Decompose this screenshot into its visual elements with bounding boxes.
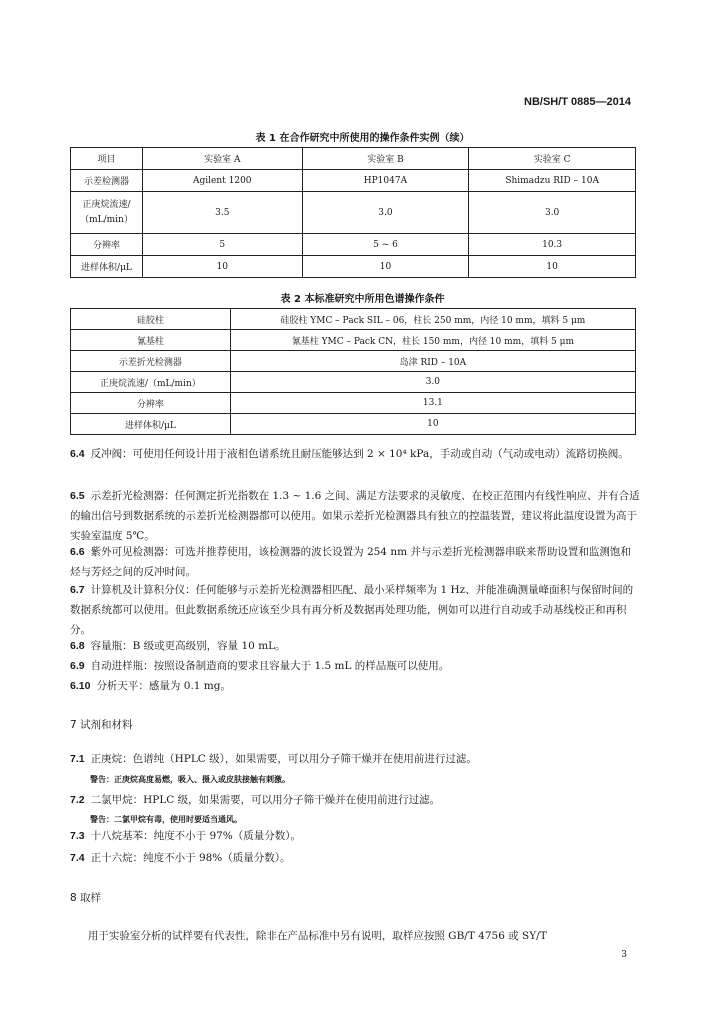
clause-number: 6.7 xyxy=(70,584,85,596)
table-cell: 3.5 xyxy=(142,192,302,234)
clause-6-5 xyxy=(70,486,640,546)
section-8-title: 8 取样 xyxy=(70,892,102,904)
clause-text: 二氯甲烷：HPLC 级，如果需要，可以用分子筛干燥并在使用前进行过滤。 xyxy=(90,794,441,806)
clause-number: 6.4 xyxy=(70,448,85,460)
table-cell: HP1047A xyxy=(302,170,469,192)
clause-text: 容量瓶：B 级或更高级别，容量 10 mL。 xyxy=(90,640,286,652)
table-row xyxy=(71,309,636,330)
warning-note: 警告：正庚烷高度易燃，吸入、摄入或皮肤接触有刺激。 xyxy=(90,775,290,784)
table-cell: Agilent 1200 xyxy=(142,170,302,192)
table-row xyxy=(71,393,636,414)
clause-number: 7.2 xyxy=(70,794,85,806)
clause-6-7 xyxy=(70,580,640,640)
clause-6-4 xyxy=(70,444,640,464)
table-row xyxy=(71,234,636,256)
table-cell: 正庚烷流速/ （mL/min） xyxy=(71,192,143,234)
table-row xyxy=(71,148,636,170)
clause-text: 分析天平：感量为 0.1 mg。 xyxy=(96,680,231,692)
clause-text: 计算机及计算积分仪：任何能够与示差折光检测器相匹配、最小采样频率为 1 Hz、并能准确测量峰面积与保留时间的数据系统都可以使用。但此数据系统还应该至少具有再分析及数据再处理功能，例如可以进行自动或手动基线校正和再积分。 xyxy=(70,584,634,636)
clause-6-8 xyxy=(70,636,640,656)
clause-number: 6.10 xyxy=(70,680,91,692)
table1-caption: 表 1 在合作研究中所使用的操作条件实例（续） xyxy=(255,133,470,144)
table-cell: 3.0 xyxy=(469,192,636,234)
table-cell: 13.1 xyxy=(230,393,635,414)
table-cell: 硅胶柱 xyxy=(71,309,231,330)
clause-number: 7.4 xyxy=(70,852,85,864)
clause-number: 7.1 xyxy=(70,753,85,765)
table-cell: 硅胶柱 YMC – Pack SIL – 06，柱长 250 mm，内径 10 mm，填料 5 μm xyxy=(230,309,635,330)
table-cell: 分辨率 xyxy=(71,393,231,414)
table-row xyxy=(71,256,636,278)
table-header-cell: 项目 xyxy=(71,148,143,170)
table-cell: Shimadzu RID – 10A xyxy=(469,170,636,192)
table2 xyxy=(70,308,636,435)
table-cell: 10.3 xyxy=(469,234,636,256)
warning-note: 警告：二氯甲烷有毒，使用时要适当通风。 xyxy=(90,815,242,824)
table-cell: 氰基柱 YMC – Pack CN，柱长 150 mm，内径 10 mm，填料 5 μm xyxy=(230,330,635,351)
clause-text: 示差折光检测器：任何测定折光指数在 1.3 ~ 1.6 之间、满足方法要求的灵敏度、在校正范围内有线性响应、并有合适的输出信号到数据系统的示差折光检测器都可以使用。如果示差折光检测器具有独立的控温装置，建议将此温度设置为高于实验室温度 5℃。 xyxy=(70,490,640,542)
clause-number: 7.3 xyxy=(70,830,85,842)
clause-7-4 xyxy=(70,848,640,868)
table-cell: 3.0 xyxy=(230,372,635,393)
table-row xyxy=(71,414,636,435)
clause-text: 正十六烷：纯度不小于 98%（质量分数）。 xyxy=(90,852,291,864)
page-number: 3 xyxy=(621,950,627,960)
clause-6-10 xyxy=(70,676,640,696)
clause-7-3 xyxy=(70,826,640,846)
table-header-cell: 实验室 A xyxy=(142,148,302,170)
section-8-text: 用于实验室分析的试样要有代表性，除非在产品标准中另有说明，取样应按照 GB/T 4756 或 SY/T xyxy=(87,930,547,942)
table-header-cell: 实验室 C xyxy=(469,148,636,170)
section-7-title: 7 试剂和材料 xyxy=(70,719,133,731)
clause-number: 6.9 xyxy=(70,660,85,672)
clause-text: 紫外可见检测器：可选并推荐使用，该检测器的波长设置为 254 nm 并与示差折光检测器串联来帮助设置和监测饱和烃与芳烃之间的反冲时间。 xyxy=(70,546,631,578)
table-cell: 示差检测器 xyxy=(71,170,143,192)
clause-number: 6.5 xyxy=(70,490,85,502)
table1 xyxy=(70,147,636,278)
table2-caption: 表 2 本标准研究中所用色谱操作条件 xyxy=(280,294,445,305)
table-cell: 示差折光检测器 xyxy=(71,351,231,372)
clause-text: 自动进样瓶：按照设备制造商的要求且容量大于 1.5 mL 的样品瓶可以使用。 xyxy=(90,660,450,672)
clause-7-1 xyxy=(70,749,640,769)
table-cell: 10 xyxy=(302,256,469,278)
table-cell: 进样体积/μL xyxy=(71,256,143,278)
clause-6-9 xyxy=(70,656,640,676)
table-row xyxy=(71,351,636,372)
clause-6-6 xyxy=(70,542,640,582)
table-cell: 10 xyxy=(142,256,302,278)
table-header-cell: 实验室 B xyxy=(302,148,469,170)
table-row xyxy=(71,170,636,192)
table-cell: 10 xyxy=(230,414,635,435)
table-cell: 10 xyxy=(469,256,636,278)
table-row xyxy=(71,192,636,234)
table-row xyxy=(71,330,636,351)
table-cell: 分辨率 xyxy=(71,234,143,256)
table-cell: 岛津 RID – 10A xyxy=(230,351,635,372)
table-row xyxy=(71,372,636,393)
table-cell: 进样体积/μL xyxy=(71,414,231,435)
standard-number: NB/SH/T 0885—2014 xyxy=(524,96,631,108)
table-cell: 5 ~ 6 xyxy=(302,234,469,256)
table-cell: 5 xyxy=(142,234,302,256)
clause-text: 正庚烷：色谱纯（HPLC 级），如果需要，可以用分子筛干燥并在使用前进行过滤。 xyxy=(90,753,477,765)
clause-number: 6.8 xyxy=(70,640,85,652)
table-cell: 氰基柱 xyxy=(71,330,231,351)
clause-number: 6.6 xyxy=(70,546,85,558)
clause-7-2 xyxy=(70,790,640,810)
clause-text: 反冲阀：可使用任何设计用于液相色谱系统且耐压能够达到 2 × 10⁴ kPa，手动或自动（气动或电动）流路切换阀。 xyxy=(90,448,629,460)
clause-text: 十八烷基苯：纯度不小于 97%（质量分数）。 xyxy=(90,830,302,842)
table-cell: 3.0 xyxy=(302,192,469,234)
table-cell: 正庚烷流速/（mL/min） xyxy=(71,372,231,393)
